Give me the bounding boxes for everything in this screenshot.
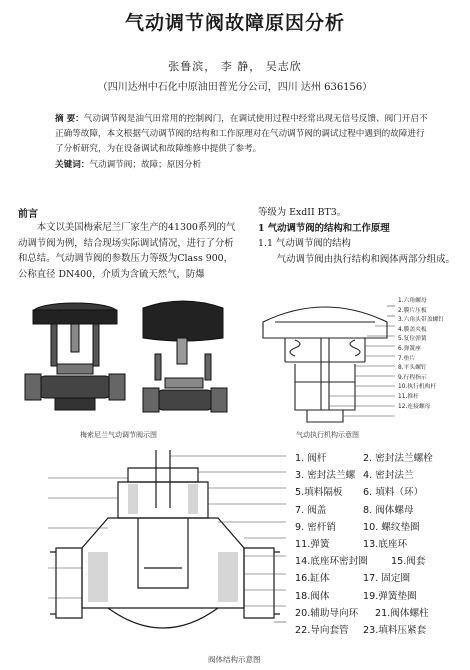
section-1-heading: 1 气动调节阀的结构和工作原理: [258, 222, 390, 234]
actuator-legend-item: 5.复位弹簧: [398, 336, 427, 343]
authors: 张鲁滨， 李 静， 吴志欣: [168, 60, 302, 73]
body-legend-item: 20.辅助导向环: [295, 607, 359, 619]
actuator-legend-item: 3.六角头带盖螺钉: [398, 317, 445, 324]
body-legend-row: [295, 450, 465, 467]
body-legend-item: 11.弹簧: [295, 539, 330, 551]
keywords: [55, 158, 430, 170]
body-legend-row: [295, 588, 465, 605]
photo-caption: 梅索尼兰气动调节阀示图: [80, 431, 157, 439]
actuator-diagram: [255, 292, 395, 427]
actuator-legend: [398, 297, 468, 412]
actuator-caption: 气动执行机构示意图: [296, 431, 359, 439]
right-column: [258, 205, 458, 267]
valve-photo: [15, 298, 240, 438]
abstract-label: 摘 要：: [55, 114, 84, 124]
body-legend-row: [295, 467, 465, 484]
body-legend-row: [295, 570, 465, 587]
actuator-legend-item: 8.平头螺钉: [398, 365, 427, 372]
body-legend-item: 5.填料隔板: [295, 487, 343, 499]
actuator-legend-item: 6.弹簧座: [398, 345, 421, 352]
body-legend-item: 8. 阀体螺母: [363, 504, 414, 516]
body-legend-item: 13.底座环: [363, 539, 408, 551]
section-1-1-text: 气动调节阀由执行结构和阀体两部分组成。: [276, 253, 455, 265]
body-legend-row: [295, 553, 465, 570]
body-legend-item: 23.填料压紧套: [363, 625, 427, 637]
body-legend-item: 7. 阀盖: [295, 504, 327, 516]
right-line-1: 等级为 ExdII BT3。: [258, 207, 347, 218]
affiliation: （四川达州中石化中原油田普光分公司，四川 达州 636156）: [97, 82, 373, 93]
body-legend-item: 4. 密封法兰: [363, 470, 414, 482]
body-legend-item: 16.缸体: [295, 573, 330, 585]
body-legend-row: [295, 502, 465, 519]
actuator-legend-item: 2.膜片压板: [398, 307, 427, 314]
body-legend-row: [295, 484, 465, 501]
body-legend-row: [295, 622, 465, 639]
body-legend-row: [295, 536, 465, 553]
section-1-1-heading: 1.1 气动调节阀的结构: [258, 238, 351, 249]
body-legend-item: 19.弹簧垫圈: [363, 590, 417, 602]
body-legend-item: 22.导向套管: [295, 625, 349, 637]
paper-title: 气动调节阀故障原因分析: [124, 12, 345, 34]
body-legend-item: 1. 阀杆: [295, 453, 327, 464]
valve-body-diagram: [48, 448, 288, 653]
left-paragraph: 本文以美国梅索尼兰厂家生产的41300系列的气动调节阀为例，结合现场实际调试情况，进行了分析和总结。气动调节阀的参数压力等级为Class 900，公称直径 DN400，介质为含硫天然气，防爆: [18, 222, 236, 280]
actuator-legend-item: 11.推杆: [398, 393, 419, 400]
actuator-legend-item: 10.执行机构杆: [398, 384, 437, 391]
body-legend-item: 3. 密封法兰螺: [295, 470, 356, 482]
body-legend-item: 10. 螺纹垫圈: [363, 521, 420, 533]
body-legend-item: 15.阀套: [391, 556, 426, 568]
body-legend-item: 18.阀体: [295, 590, 330, 602]
actuator-legend-item: 12.连接螺母: [398, 403, 431, 410]
body-legend: [295, 450, 465, 639]
body-legend-item: 6. 填料（环）: [363, 487, 424, 499]
actuator-legend-item: 7.垫片: [398, 355, 416, 362]
body-legend-row: [295, 605, 465, 622]
body-legend-item: 9. 密杆销: [295, 521, 336, 533]
keywords-label: 关键词：: [55, 160, 90, 170]
body-legend-row: [295, 519, 465, 536]
body-legend-item: 14.底座环密封圈: [295, 556, 368, 568]
actuator-legend-item: 4.膜盖夹板: [398, 326, 427, 333]
preface-heading: 前言: [18, 209, 38, 220]
abstract: [55, 112, 430, 157]
abstract-text: 气动调节阀是油气田常用的控制阀门，在调试使用过程中经常出现无信号反馈、阀门开启不正确等故障，本文根据气动调节阀的结构和工作原理对在气动调节阀的调试过程中遇到的故障进行了分析研究，为在设备调试和故障维修中提供了参考。: [55, 114, 428, 154]
keywords-text: 气动调节阀；故障；原因分析: [89, 160, 202, 170]
body-caption: 阀体结构示意图: [208, 655, 261, 664]
actuator-legend-item: 9.行程指示: [398, 374, 427, 381]
body-legend-item: 17. 固定圈: [363, 573, 411, 585]
actuator-legend-item: 1.六角螺母: [398, 298, 427, 304]
body-legend-item: 2. 密封法兰螺栓: [363, 453, 433, 464]
body-legend-item: 21.阀体螺柱: [375, 607, 429, 619]
